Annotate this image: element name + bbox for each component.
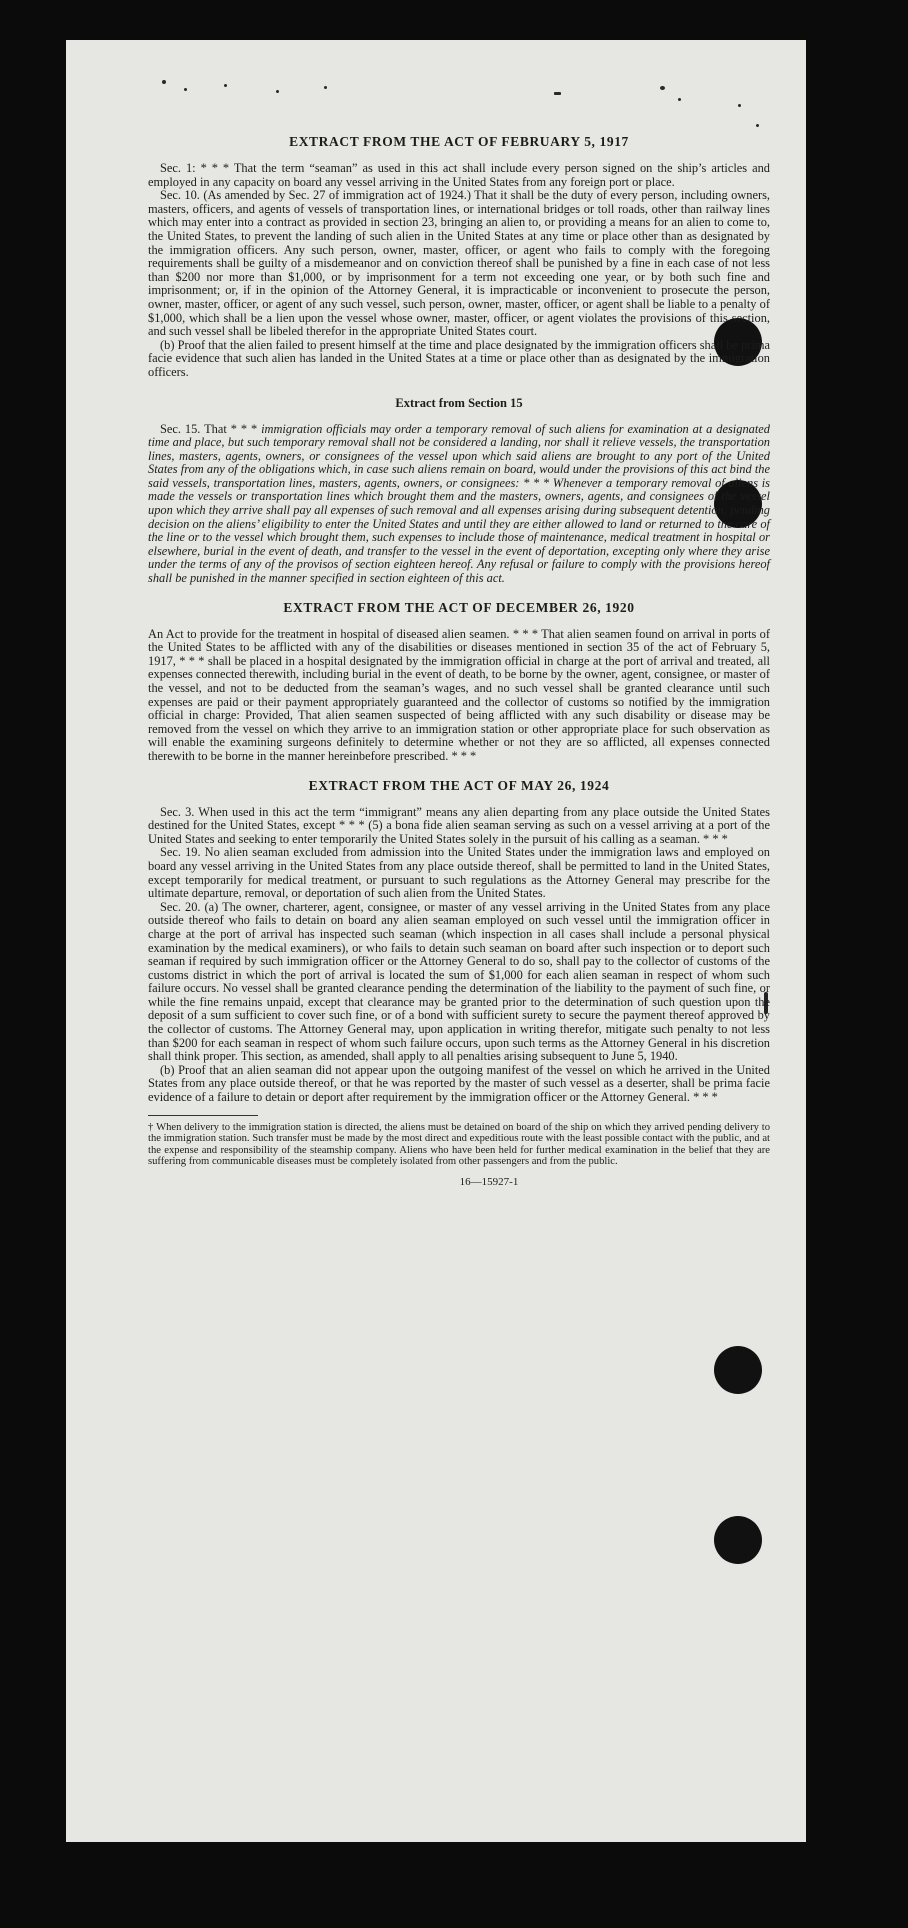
section-19-paragraph: Sec. 19. No alien seaman excluded from admission into the United States under the immigration laws and employed on board any vessel arriving in the United States from any place outside thereof, shall be permitted to land in the United States, except temporarily for medical treatment, or pursuant to such regulations as the Attorney General may prescribe for the ultimate departure, removal, or deportation of such alien from the United States. [148,845,770,901]
heading-section-15: Extract from Section 15 [395,395,523,410]
section-15-lead: Sec. 15. That * * * [160,421,262,436]
text-body [148,134,770,1188]
section-10-paragraph: Sec. 10. (As amended by Sec. 27 of immigration act of 1924.) That it shall be the duty of every person, including owners, masters, officers, and agents of vessels of transportation lines, or international bridges or toll roads, other than railway lines which may enter into a contract as provided in section 23, bringing an alien to, or providing a means for an alien to come to, the United States, to prevent the landing of such alien in the United States at any time or place other than as designated by the immigration officers. Any such person, owner, master, officer, or agent who fails to comply with the foregoing requirements shall be guilty of a misdemeanor and on conviction thereof shall be punished by a fine in each case of not less than $200 nor more than $1,000, or by imprisonment for a term not exceeding one year, or by both such fine and imprisonment; or, if in the opinion of the Attorney General, it is impracticable or inconvenient to prosecute the person, owner, master, officer, or agent of any such vessel, such person, owner, master, officer, or agent shall be liable to a penalty of $1,000, which shall be a lien upon the vessel whose owner, master, officer, or agent violates the provisions of this section, and such vessel shall be libeled therefor in the appropriate United States court. [148,188,770,339]
heading-act-1920: EXTRACT FROM THE ACT OF DECEMBER 26, 1920 [283,599,635,615]
act-1920-paragraph: An Act to provide for the treatment in hospital of diseased alien seamen. * * * That alien seamen found on arrival in ports of the United States to be afflicted with any of the disabilities or diseases mentioned in section 35 of the act of February 5, 1917, * * * shall be placed in a hospital designated by the immigration official in charge at the port of arrival and treated, all expenses connected therewith, including burial in the event of death, to be borne by the owner, agent, consignee, or master of the vessel, and not to be deducted from the seaman’s wages, and no such vessel shall be granted clearance until such expenses are paid or their payment appropriately guaranteed and the collector of customs so notified by the immigration official in charge: Provided, That alien seamen suspected of being afflicted with any such disability or disease may be removed from the vessel on which they arrive to an immigration station or other appropriate place for such observation as will enable the examining surgeons definitely to determine whether or not they are so afflicted, all expenses connected therewith to be borne in the manner hereinbefore prescribed. * * * [148,626,770,763]
heading-act-1917: EXTRACT FROM THE ACT OF FEBRUARY 5, 1917 [289,134,629,149]
section-1-paragraph: Sec. 1: * * * That the term “seaman” as used in this act shall include every person signed on the ship’s articles and employed in any capacity on board any vessel arriving in the United States from any foreign port or place. [148,161,770,189]
section-15-text: immigration officials may order a temporary removal of such aliens for examination at a designated time and place, but such temporary removal shall not be considered a landing, nor shall it relieve vessels, the transportation lines, masters, agents, owners, or consignees of the vessel upon which said aliens are brought to any port of the United States from any of the obligations which, in case such aliens remain on board, would under the provisions of this act bind the said vessels, transportation lines, masters, agents, owners, or consignees: * * * Whenever a temporary removal of aliens is made the vessels or transportation lines which brought them and the masters, owners, agents, and consignees of the vessel upon which they arrive shall pay all expenses of such removal and all expenses arising during subsequent detention, pending decision on the aliens’ eligibility to enter the United States and until they are either allowed to land or returned to the care of the line or to the vessel which brought them, such expenses to include those of maintenance, medical treatment in hospital or elsewhere, burial in the event of death, and transfer to the vessel in the event of deportation, excepting only where they arise under the terms of any of the provisos of section eighteen hereof. Any refusal or failure to comply with the provisions hereof shall be punished in the manner specified in section eighteen of this act. [148,421,770,586]
document-page [66,40,806,1842]
punch-hole-3 [714,1346,762,1394]
section-20b-paragraph: (b) Proof that an alien seaman did not appear upon the outgoing manifest of the vessel on which he arrived in the United States from any place outside thereof, or that he was reported by the master of such vessel as a deserter, shall be prima facie evidence of a failure to detain or deport after requirement by the immigration officer or the Attorney General. * * * [148,1062,770,1105]
print-code: 16—15927-1 [459,1176,519,1188]
section-20-paragraph: Sec. 20. (a) The owner, charterer, agent, consignee, or master of any vessel arriving in the United States from any place outside thereof who fails to detain on board any alien seaman employed on such vessel until the immigration officer in charge at the port of arrival has inspected such seaman (which inspection in all cases shall include a personal physical examination by the medical examiners), or who fails to detain such seaman on board after such inspection or to deport such seaman if required by such immigration officer or the Attorney General to do so, shall pay to the collector of customs of the customs district in which the port of arrival is located the sum of $1,000 for each alien seaman in respect of whom such failure occurs. No vessel shall be granted clearance pending the determination of the liability to the payment of such fine, or while the fine remains unpaid, except that clearance may be granted prior to the determination of such question upon the deposit of a sum sufficient to cover such fine, or of a bond with sufficient surety to secure the payment thereof approved by the collector of customs. The Attorney General may, upon application in writing therefor, mitigate such penalty to not less than $200 for each seaman in respect of whom such failure occurs, upon such terms as the Attorney General in his discretion shall think proper. This section, as amended, shall apply to all penalties arising subsequent to June 5, 1940. [148,899,770,1064]
section-10b-paragraph: (b) Proof that the alien failed to present himself at the time and place designated by the immigration officers shall be prima facie evidence that such alien has landed in the United States at a time or place other than as designated by the immigration officers. [148,337,770,379]
section-15-paragraph [148,423,770,586]
punch-hole-4 [714,1516,762,1564]
section-3-paragraph: Sec. 3. When used in this act the term “immigrant” means any alien departing from any place outside the United States destined for the United States, except * * * (5) a bona fide alien seaman serving as such on a vessel arriving at a port of the United States and seeking to enter temporarily the United States solely in the pursuit of his calling as a seaman. * * * [148,804,770,846]
footnote: † When delivery to the immigration station is directed, the aliens must be detained on board of the ship on which they arrived pending delivery to the immigration station. Such transfer must be made by the most direct and expeditious route with the least possible contact with the public, and at the expense and responsibility of the steamship company. Aliens who have been held for further medical examination in the belief that they are suffering from communicable diseases must be completely isolated from other passengers and from the public. [148,1121,770,1168]
heading-act-1924: EXTRACT FROM THE ACT OF MAY 26, 1924 [308,777,610,793]
footnote-rule [148,1115,258,1116]
